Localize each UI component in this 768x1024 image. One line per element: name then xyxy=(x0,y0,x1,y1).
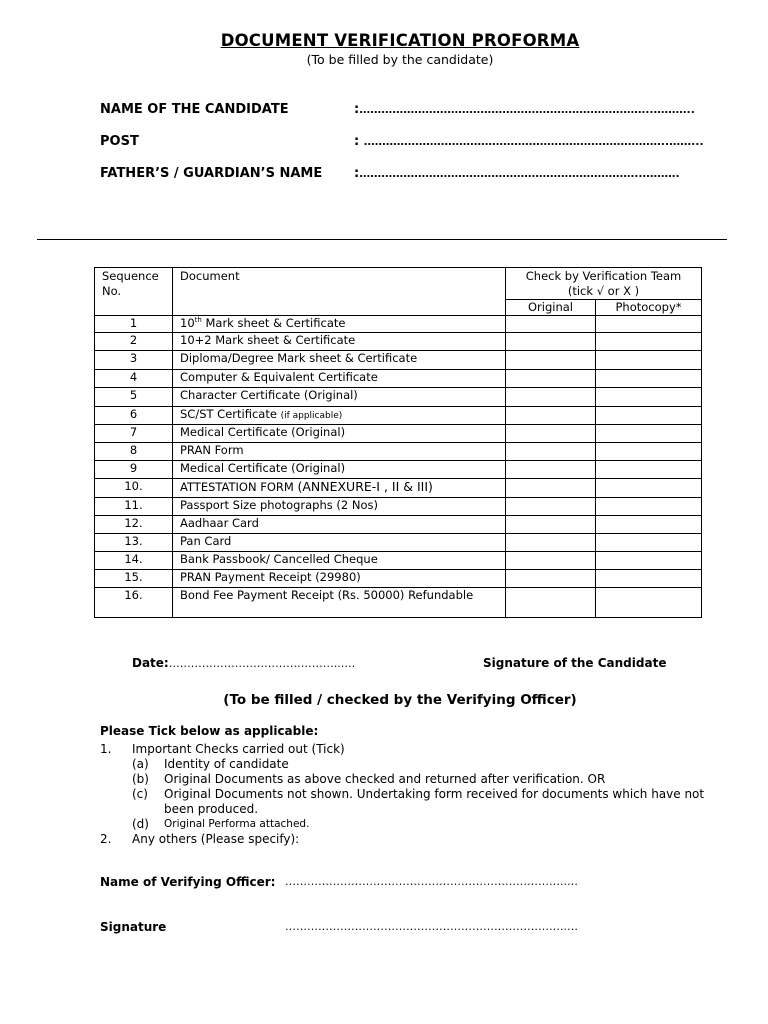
photocopy-check-cell[interactable] xyxy=(596,461,702,479)
verifying-officer-label: Name of Verifying Officer: xyxy=(100,875,276,889)
sequence-number: 8 xyxy=(95,443,173,461)
fill-line: ………………………………………………………………………..……... xyxy=(363,135,704,148)
photocopy-check-cell[interactable] xyxy=(596,498,702,516)
table-row xyxy=(95,534,702,552)
verifying-section-title: (To be filled / checked by the Verifying Officer) xyxy=(223,692,577,708)
post-label: POST xyxy=(100,134,139,149)
section-divider xyxy=(37,239,727,240)
date-field[interactable] xyxy=(132,656,355,670)
sequence-number: 5 xyxy=(95,388,173,407)
table-row xyxy=(95,588,702,618)
header-original xyxy=(506,300,596,316)
original-check-cell[interactable] xyxy=(506,552,596,570)
subitem-label: (d) xyxy=(132,817,149,831)
original-check-cell[interactable] xyxy=(506,443,596,461)
table-row xyxy=(95,407,702,425)
photocopy-check-cell[interactable] xyxy=(596,534,702,552)
subitem-text: Original Documents not shown. Undertaking form received for documents which have not xyxy=(164,787,705,801)
photocopy-check-cell[interactable] xyxy=(596,351,702,370)
officer-signature-label: Signature xyxy=(100,920,167,934)
original-check-cell[interactable] xyxy=(506,351,596,370)
sequence-number: 3 xyxy=(95,351,173,370)
original-check-cell[interactable] xyxy=(506,479,596,498)
document-name: Pan Card xyxy=(173,534,506,552)
photocopy-check-cell[interactable] xyxy=(596,407,702,425)
original-check-cell[interactable] xyxy=(506,370,596,388)
document-name: SC/ST Certificate (if applicable) xyxy=(173,407,506,425)
page-subtitle: (To be filled by the candidate) xyxy=(306,52,494,67)
photocopy-check-cell[interactable] xyxy=(596,333,702,351)
photocopy-check-cell[interactable] xyxy=(596,443,702,461)
original-check-cell[interactable] xyxy=(506,534,596,552)
sequence-number: 11. xyxy=(95,498,173,516)
colon: : xyxy=(354,166,360,181)
original-check-cell[interactable] xyxy=(506,388,596,407)
photocopy-check-cell[interactable] xyxy=(596,479,702,498)
header-check-sub: (tick √ or X ) xyxy=(567,284,640,298)
original-check-cell[interactable] xyxy=(506,516,596,534)
table-row xyxy=(95,316,702,333)
date-fill-line: ………………………………………..…. xyxy=(168,657,356,670)
document-name: Bank Passbook/ Cancelled Cheque xyxy=(173,552,506,570)
documents-table xyxy=(94,267,702,618)
table-row xyxy=(95,479,702,498)
sequence-number: 12. xyxy=(95,516,173,534)
sequence-number: 7 xyxy=(95,425,173,443)
original-check-cell[interactable] xyxy=(506,316,596,333)
subitem-text: Identity of candidate xyxy=(164,757,289,771)
document-name: ATTESTATION FORM (ANNEXURE-I , II & III) xyxy=(173,479,506,498)
verifying-officer-field[interactable]: …………………………………………………………………..… xyxy=(285,875,578,888)
table-row xyxy=(95,425,702,443)
colon: : xyxy=(354,134,360,149)
photocopy-check-cell[interactable] xyxy=(596,316,702,333)
header-check xyxy=(506,268,702,300)
fill-line: ……………………………………………………………………..……….. xyxy=(359,103,695,116)
subitem-label: (b) xyxy=(132,772,149,786)
candidate-name-label: NAME OF THE CANDIDATE xyxy=(100,102,289,117)
candidate-name-field[interactable] xyxy=(354,102,695,117)
sequence-number: 2 xyxy=(95,333,173,351)
photocopy-check-cell[interactable] xyxy=(596,570,702,588)
document-name: Passport Size photographs (2 Nos) xyxy=(173,498,506,516)
header-photocopy-text: Photocopy* xyxy=(615,300,682,314)
subitem-text: Original Performa attached. xyxy=(164,818,310,830)
table-row xyxy=(95,333,702,351)
subitem-text: Original Documents as above checked and returned after verification. OR xyxy=(164,772,606,786)
tick-instructions: Please Tick below as applicable: xyxy=(100,724,319,738)
subitem-label: (c) xyxy=(132,787,148,801)
document-name: 10th Mark sheet & Certificate xyxy=(173,316,506,333)
original-check-cell[interactable] xyxy=(506,570,596,588)
original-check-cell[interactable] xyxy=(506,461,596,479)
check-item-number: 1. xyxy=(100,742,112,756)
sequence-number: 14. xyxy=(95,552,173,570)
original-check-cell[interactable] xyxy=(506,333,596,351)
photocopy-check-cell[interactable] xyxy=(596,425,702,443)
subitem-text: been produced. xyxy=(164,802,259,816)
table-row xyxy=(95,498,702,516)
original-check-cell[interactable] xyxy=(506,425,596,443)
header-photocopy xyxy=(596,300,702,316)
document-name: Bond Fee Payment Receipt (Rs. 50000) Refundable xyxy=(173,588,506,618)
table-row xyxy=(95,443,702,461)
header-document xyxy=(173,268,506,316)
document-name: Aadhaar Card xyxy=(173,516,506,534)
header-check-text: Check by Verification Team xyxy=(525,269,682,283)
sequence-number: 4 xyxy=(95,370,173,388)
photocopy-check-cell[interactable] xyxy=(596,388,702,407)
document-name: PRAN Form xyxy=(173,443,506,461)
photocopy-check-cell[interactable] xyxy=(596,516,702,534)
check-item-text: Important Checks carried out (Tick) xyxy=(132,742,345,756)
header-document-text: Document xyxy=(180,269,240,283)
table-row xyxy=(95,461,702,479)
table-row xyxy=(95,370,702,388)
candidate-signature-label: Signature of the Candidate xyxy=(483,656,667,670)
original-check-cell[interactable] xyxy=(506,588,596,618)
table-row xyxy=(95,516,702,534)
guardian-name-field[interactable] xyxy=(354,166,680,181)
original-check-cell[interactable] xyxy=(506,498,596,516)
photocopy-check-cell[interactable] xyxy=(596,552,702,570)
table-row xyxy=(95,388,702,407)
table-row xyxy=(95,570,702,588)
check-item-text: Any others (Please specify): xyxy=(132,832,300,846)
header-sequence-text: Sequence No. xyxy=(102,269,159,298)
page-title: DOCUMENT VERIFICATION PROFORMA xyxy=(220,31,580,50)
document-name: Medical Certificate (Original) xyxy=(173,461,506,479)
original-check-cell[interactable] xyxy=(506,407,596,425)
sequence-number: 13. xyxy=(95,534,173,552)
sequence-number: 10. xyxy=(95,479,173,498)
check-item-number: 2. xyxy=(100,832,112,846)
table-row xyxy=(95,552,702,570)
photocopy-check-cell[interactable] xyxy=(596,588,702,618)
guardian-name-label: FATHER’S / GUARDIAN’S NAME xyxy=(100,166,323,181)
table-row xyxy=(95,351,702,370)
document-name: Computer & Equivalent Certificate xyxy=(173,370,506,388)
subitem-label: (a) xyxy=(132,757,149,771)
document-name: 10+2 Mark sheet & Certificate xyxy=(173,333,506,351)
sequence-number: 1 xyxy=(95,316,173,333)
document-name: PRAN Payment Receipt (29980) xyxy=(173,570,506,588)
document-name: Character Certificate (Original) xyxy=(173,388,506,407)
officer-signature-field[interactable]: …………………………………………………………………..… xyxy=(285,920,578,933)
sequence-number: 6 xyxy=(95,407,173,425)
header-sequence xyxy=(95,268,173,316)
fill-line: …………………………………………………………………..………. xyxy=(359,167,680,180)
sequence-number: 16. xyxy=(95,588,173,618)
document-name: Diploma/Degree Mark sheet & Certificate xyxy=(173,351,506,370)
document-name: Medical Certificate (Original) xyxy=(173,425,506,443)
header-original-text: Original xyxy=(527,300,573,314)
sequence-number: 9 xyxy=(95,461,173,479)
date-label: Date: xyxy=(132,656,169,670)
photocopy-check-cell[interactable] xyxy=(596,370,702,388)
sequence-number: 15. xyxy=(95,570,173,588)
colon: : xyxy=(354,102,360,117)
post-field[interactable] xyxy=(354,134,704,149)
